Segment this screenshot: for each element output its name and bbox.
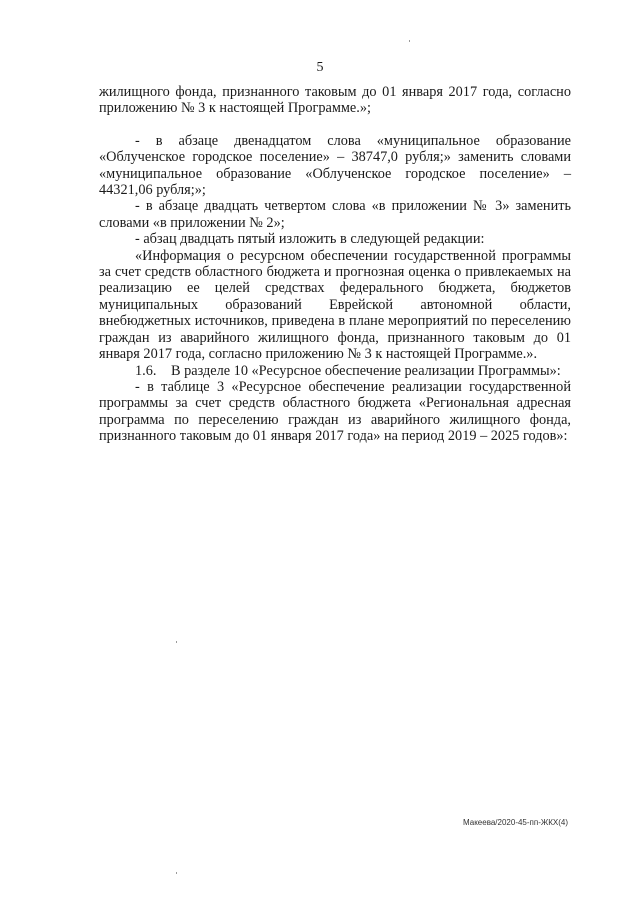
paragraph-table-amendment: - в таблице 3 «Ресурсное обеспечение реализации государственной программы за счет средств областного бюджета «Региональная адресная программа по переселению граждан из аварийного жилищного фонда, признанного таковым до 01 января 2017 года» на период 2019 – 2025 годов»:	[99, 378, 571, 445]
paragraph-continuation: жилищного фонда, признанного таковым до 01 января 2017 года, согласно приложению № 3 к настоящей Программе.»;	[99, 84, 571, 117]
paragraph-new-wording: «Информация о ресурсном обеспечении государственной программы за счет средств областного бюджета и прогнозная оценка о привлекаемых на реализацию ее целей средствах федерального бюджета, бюджетов муниципальных образований Еврейской автономной области, внебюджетных источников, приведена в плане мероприятий по переселению граждан из аварийного жилищного фонда, признанного таковым до 01 января 2017 года, согласно приложению № 3 к настоящей Программе.».	[99, 247, 571, 363]
paragraph-amendment-twenty-fourth: - в абзаце двадцать четвертом слова «в приложении № 3» заменить словами «в приложении № 2»;	[99, 198, 571, 231]
scan-speck	[176, 872, 177, 874]
scan-speck	[409, 40, 410, 42]
document-body	[99, 84, 571, 445]
page-number: 5	[316, 60, 324, 75]
section-number: 1.6.	[135, 362, 157, 379]
paragraph-amendment-twenty-fifth: - абзац двадцать пятый изложить в следующей редакции:	[135, 231, 485, 248]
scan-speck	[176, 641, 177, 643]
paragraph-amendment-twelfth: - в абзаце двенадцатом слова «муниципальное образование «Облученское городское поселение» – 38747,0 рубля;» заменить словами «муниципальное образование «Облученское городское поселение» – 44321,06 рубля;»;	[99, 132, 571, 199]
section-heading-text: В разделе 10 «Ресурсное обеспечение реализации Программы»:	[171, 362, 561, 379]
section-heading	[99, 363, 571, 379]
document-code: Макеева/2020-45-пп-ЖКХ(4)	[463, 818, 569, 827]
